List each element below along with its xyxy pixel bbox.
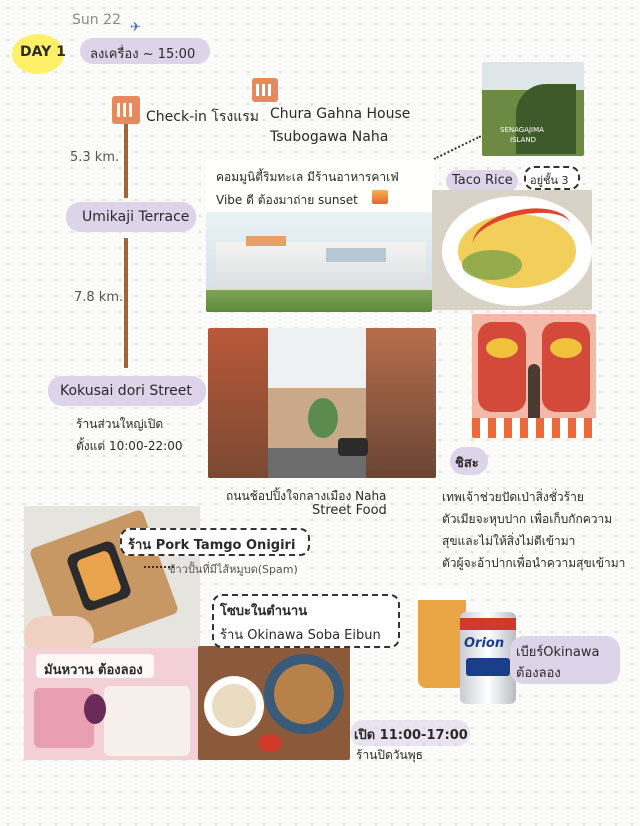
- distance-first: 5.3 km.: [70, 150, 120, 165]
- umikaji-desc-line2: Vibe ดี ต้องมาถ่าย sunset: [216, 193, 358, 207]
- checkin-label: Check-in โรงแรม: [146, 109, 259, 125]
- street-caption-line1: ถนนช้อปปิ้งใจกลางเมือง Naha: [226, 489, 387, 503]
- island-caption-line2: ISLAND: [510, 136, 536, 144]
- sunset-icon: [372, 190, 388, 204]
- beer-can-label: Orion: [464, 636, 505, 651]
- beer-can: [460, 612, 516, 704]
- shisa-desc-line2: ตัวเมียจะหุบปาก เพื่อเก็บกักความ: [442, 512, 613, 526]
- date-label: Sun 22: [72, 12, 121, 28]
- soba-closed: ร้านปิดวันพุธ: [356, 748, 423, 762]
- kokusai-hours-line1: ร้านส่วนใหญ่เปิด: [76, 417, 164, 431]
- kokusai-name: Kokusai dori Street: [60, 383, 192, 399]
- connector-dots: [434, 135, 482, 160]
- landing-time: ลงเครื่อง ~ 15:00: [90, 47, 196, 62]
- hotel-icon: [112, 96, 140, 124]
- umikaji-desc-line1: คอมมูนิตี้ริมทะเล มีร้านอาหารคาเฟ่: [216, 170, 399, 184]
- onigiri-desc: ข้าวปั้นที่มีไส้หมูบด(Spam): [168, 563, 298, 576]
- distance-second: 7.8 km.: [74, 290, 124, 305]
- hotel-icon: [252, 78, 278, 102]
- island-caption-line1: SENAGAJIMA: [500, 126, 544, 134]
- island-photo: [482, 62, 584, 156]
- beer-label2: ต้องลอง: [516, 666, 561, 681]
- beer-label1: เบียร์Okinawa: [516, 645, 600, 660]
- sweet-potato-label: มันหวาน ต้องลอง: [44, 663, 143, 678]
- umikaji-name: Umikaji Terrace: [82, 209, 190, 225]
- timeline-line-lower: [124, 238, 128, 368]
- connector-dots: [144, 566, 174, 568]
- taco-rice-photo: [432, 190, 592, 310]
- timeline-line-upper: [124, 120, 128, 198]
- airplane-icon: ✈: [130, 20, 141, 35]
- day-badge: DAY 1: [20, 44, 66, 60]
- beer-glass: [418, 588, 466, 688]
- onigiri-name: ร้าน Pork Tamgo Onigiri: [128, 538, 296, 553]
- umikaji-photo: [206, 212, 432, 312]
- shisa-desc-line3: สุขและไม่ให้สิ่งไม่ดีเข้ามา: [442, 534, 576, 548]
- shisa-photo: [472, 314, 596, 438]
- soba-photo: [198, 646, 350, 760]
- shisa-name: ชิสะ: [455, 456, 479, 471]
- hotel-name-line1: Chura Gahna House: [270, 106, 411, 122]
- shisa-desc-line1: เทพเจ้าช่วยปัดเป่าสิ่งชั่วร้าย: [442, 490, 584, 504]
- street-caption-line2: Street Food: [312, 503, 387, 518]
- soba-label2: ร้าน Okinawa Soba Eibun: [220, 628, 381, 643]
- soba-open: เปิด 11:00-17:00: [354, 728, 468, 743]
- hotel-name-line2: Tsubogawa Naha: [270, 129, 389, 145]
- soba-label1: โซบะในตำนาน: [220, 604, 308, 619]
- street-photo: [208, 328, 436, 478]
- kokusai-hours-line2: ตั้งแต่ 10:00-22:00: [76, 439, 183, 453]
- taco-note: อยู่ชั้น 3: [530, 174, 569, 187]
- shisa-desc-line4: ตัวผู้จะอ้าปากเพื่อนำความสุขเข้ามา: [442, 556, 626, 570]
- taco-name: Taco Rice: [452, 173, 513, 188]
